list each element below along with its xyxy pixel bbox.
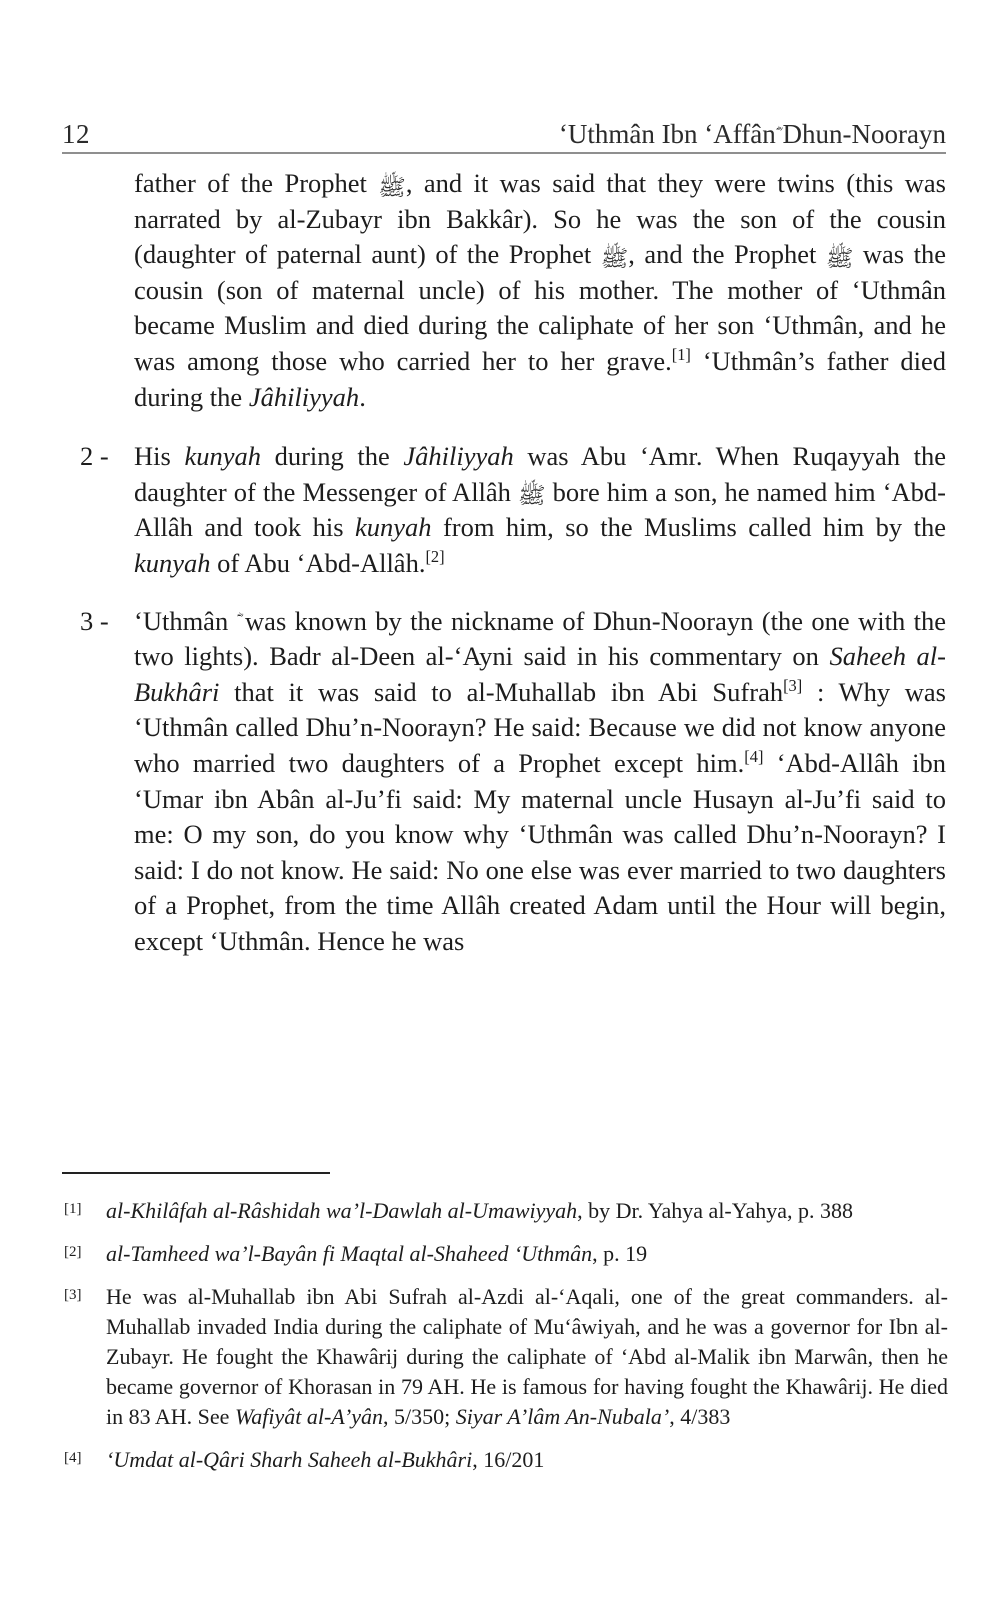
numbered-item-3-marker: 3 - [80, 605, 109, 636]
footnote-list [62, 1196, 948, 1488]
item2-segment-4: bore him a son, he named him ‘Abd-Allâh and took his [134, 476, 947, 543]
item3-segment-5: ‘Abd-Allâh ibn ‘Umar ibn Abân al-Ju’fi said: My maternal uncle Husayn al-Ju’fi said to me: O my son, do you know why ‘Uthmân was called Dhu’n-Noorayn? I said: I do not know. He said: No one else was ever married to two daughters of a Prophet, from the time Allâh created Adam until the Hour will begin, except ‘Uthmân. Hence he was [134, 747, 946, 956]
footnote-number: [4] [64, 1450, 82, 1466]
running-head-title-after: Dhun-Noorayn [782, 119, 946, 149]
item2-segment-3: was Abu ‘Amr. When Ruqayyah the daughter of the Messenger of Allâh [134, 441, 946, 507]
footnote-ref-4[interactable]: [4] [744, 747, 764, 767]
header-rule [62, 152, 946, 154]
p1-segment-5: ‘Uthmân’s father died during the [134, 345, 946, 412]
item3-segment-4: : Why was ‘Uthmân called Dhu’n-Noorayn? He said: Because we did not know anyone who married two daughters of a Prophet except him. [134, 676, 946, 778]
sallallahu-alayhi-wasallam-icon: ﷺ [378, 174, 406, 201]
footnote-ref-1[interactable]: [1] [671, 345, 691, 365]
numbered-item-2-marker: 2 - [80, 441, 109, 472]
item3-segment-3: that it was said to al-Muhallab ibn Abi Sufrah [219, 676, 784, 707]
item2-segment-6: of Abu ‘Abd-Allâh. [210, 547, 426, 578]
sallallahu-alayhi-wasallam-icon: ﷺ [518, 483, 546, 510]
footnote-item [62, 1196, 948, 1226]
p1-segment-6: . [359, 381, 366, 412]
footnote-number: [1] [64, 1201, 82, 1217]
item3-segment-2: was known by the nickname of Dhun-Noorayn (the one with the two lights). Badr al-Deen al-‘Ayni said in his commentary on [134, 605, 946, 672]
numbered-item-3 [62, 604, 946, 960]
footnote-3-segment-2: , 5/350; [383, 1404, 456, 1429]
footnote-3-segment-1: He was al-Muhallab ibn Abi Sufrah al-Azdi al-‘Aqali, one of the great commanders. al-Muhallab invaded India during the caliphate of Mu‘âwiyah, and he was a governor for Ibn al-Zubayr. He fought the Khawârij during the caliphate of ‘Abd al-Malik ibn Marwân, then he became governor of Khorasan in 79 AH. He is famous for having fought the Khawârij. He died in 83 AH. See [106, 1284, 948, 1429]
p1-segment-2: , and it was said that they were twins (this was narrated by al-Zubayr ibn Bakkâr). So he was the son of the cousin (daughter of paternal aunt) of the Prophet [134, 168, 946, 270]
footnote-3-title-1: Wafiyât al-A’yân [234, 1404, 384, 1429]
item2-italic-kunyah-2: kunyah [354, 512, 432, 543]
p1-segment-4: was the cousin (son of maternal uncle) of his mother. The mother of ‘Uthmân became Muslim and died during the caliphate of her son ‘Uthmân, and he was among those who carried her to her grave. [134, 239, 946, 376]
item2-italic-jahiliyyah: Jâhiliyyah [403, 441, 514, 472]
footnote-ref-3[interactable]: [3] [783, 675, 803, 695]
running-head [62, 104, 946, 148]
numbered-item-2 [62, 439, 946, 581]
footnote-4-rest: , 16/201 [472, 1447, 545, 1472]
running-head-title-before: ‘Uthmân Ibn ‘Affân [558, 119, 776, 149]
item3-italic-saheeh-al-bukhari: Saheeh al-Bukhâri [134, 641, 946, 707]
sallallahu-alayhi-wasallam-icon: ﷺ [600, 245, 629, 272]
footnote-separator [62, 1172, 330, 1174]
paragraph-continuation [134, 166, 946, 415]
footnote-2-rest: , p. 19 [592, 1241, 648, 1266]
page-number: 12 [62, 119, 90, 149]
footnote-1-rest: , by Dr. Yahya al-Yahya, p. 388 [577, 1198, 853, 1223]
footnote-item [62, 1239, 948, 1269]
item2-segment-5: from him, so the Muslims called him by the [431, 512, 946, 543]
sallallahu-alayhi-wasallam-icon: ﷺ [825, 245, 854, 272]
p1-italic-jahiliyyah: Jâhiliyyah [248, 381, 360, 412]
paragraph-gap [62, 582, 946, 604]
running-head-title [559, 121, 946, 148]
footnote-2-title: al-Tamheed wa’l-Bayân fi Maqtal al-Shaheed ‘Uthmân [106, 1241, 593, 1266]
footnote-number: [2] [64, 1244, 82, 1260]
p1-segment-1: father of the Prophet [134, 168, 379, 198]
p1-segment-3: , and the Prophet [628, 239, 826, 270]
item2-segment-2: during the [260, 441, 404, 472]
footnote-item [62, 1445, 948, 1475]
footnote-ref-2[interactable]: [2] [425, 547, 445, 567]
page-body [62, 166, 946, 959]
item3-segment-1: ‘Uthmân [134, 605, 237, 636]
footnote-3-title-2: Siyar A’lâm An-Nubala’ [455, 1404, 670, 1429]
paragraph-gap [62, 415, 946, 439]
footnote-1-title: al-Khilâfah al-Râshidah wa’l-Dawlah al-Umawiyyah [106, 1198, 578, 1223]
footnote-3-segment-3: , 4/383 [669, 1404, 731, 1429]
item2-segment-1: His [134, 441, 185, 472]
footnote-number: [3] [64, 1287, 82, 1303]
item2-italic-kunyah-3: kunyah [134, 547, 211, 578]
item2-italic-kunyah-1: kunyah [184, 441, 261, 472]
footnote-4-title: ‘Umdat al-Qâri Sharh Saheeh al-Bukhâri [106, 1447, 473, 1472]
footnote-item [62, 1282, 948, 1432]
